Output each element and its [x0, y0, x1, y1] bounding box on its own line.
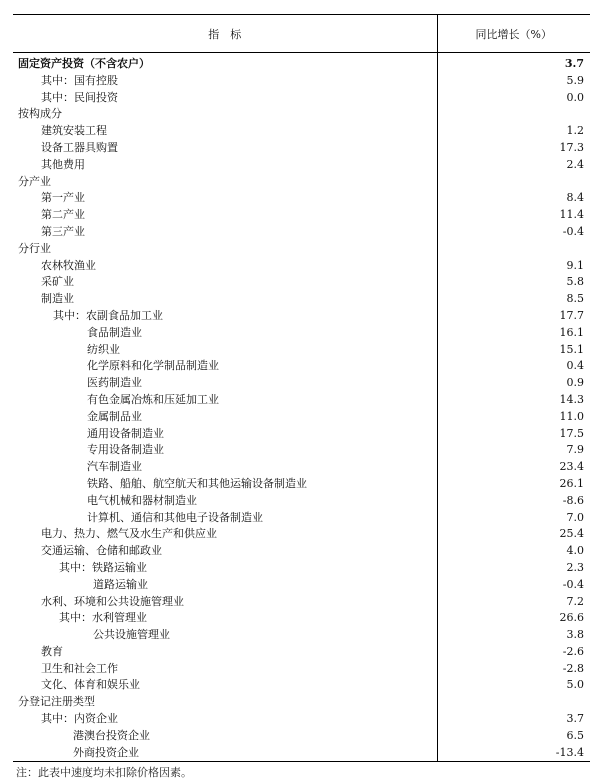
table-header-row: [13, 15, 590, 53]
row-value: 11.4: [437, 207, 590, 224]
statistics-table-container: [13, 14, 590, 762]
table-row: [13, 342, 590, 359]
table-row: [13, 644, 590, 661]
row-label: 建筑安装工程: [41, 124, 107, 138]
row-value: [437, 174, 590, 191]
row-label: 港澳台投资企业: [73, 728, 150, 742]
row-label: 食品制造业: [87, 325, 142, 339]
table-row: [13, 291, 590, 308]
row-label: 其他费用: [41, 157, 85, 171]
table-row: [13, 224, 590, 241]
row-label: 铁路、船舶、航空航天和其他运输设备制造业: [87, 476, 307, 490]
row-value: 7.0: [437, 510, 590, 527]
row-value: 25.4: [437, 526, 590, 543]
row-value: 23.4: [437, 459, 590, 476]
table-row: [13, 241, 590, 258]
row-value: 6.5: [437, 728, 590, 745]
row-value: 15.1: [437, 342, 590, 359]
row-label: 汽车制造业: [87, 460, 142, 474]
row-label: 医药制造业: [87, 376, 142, 390]
row-label: 纺织业: [87, 342, 120, 356]
row-value: [437, 106, 590, 123]
row-value: 5.0: [437, 677, 590, 694]
row-value: -13.4: [437, 745, 590, 762]
header-indicator: 指 标: [13, 15, 437, 53]
table-row: [13, 123, 590, 140]
table-note: 注：此表中速度均未扣除价格因素。: [16, 766, 192, 779]
table-row: [13, 526, 590, 543]
row-label: 其中：国有控股: [41, 73, 118, 87]
row-label: 固定资产投资（不含农户）: [18, 57, 150, 70]
row-value: -2.8: [437, 661, 590, 678]
table-row: [13, 174, 590, 191]
table-row: [13, 493, 590, 510]
row-value: -2.6: [437, 644, 590, 661]
row-label: 卫生和社会工作: [41, 661, 118, 675]
table-row: [13, 543, 590, 560]
row-label: 制造业: [41, 292, 74, 306]
row-value: [437, 694, 590, 711]
table-row: [13, 375, 590, 392]
table-row: [13, 661, 590, 678]
row-label: 第三产业: [41, 224, 85, 238]
table-row: [13, 476, 590, 493]
row-value: 7.9: [437, 442, 590, 459]
row-value: -0.4: [437, 224, 590, 241]
table-row: [13, 409, 590, 426]
row-value: 3.7: [437, 711, 590, 728]
table-row: [13, 426, 590, 443]
row-value: 5.8: [437, 274, 590, 291]
row-label: 第二产业: [41, 208, 85, 222]
table-row: [13, 358, 590, 375]
table-row: [13, 392, 590, 409]
row-label: 化学原料和化学制品制造业: [87, 359, 219, 373]
table-row: [13, 258, 590, 275]
row-value: 4.0: [437, 543, 590, 560]
table-row: [13, 728, 590, 745]
row-label: 其中：内资企业: [41, 712, 118, 726]
row-value: 14.3: [437, 392, 590, 409]
table-row: [13, 190, 590, 207]
row-label: 采矿业: [41, 275, 74, 289]
table-row: [13, 459, 590, 476]
table-row: [13, 711, 590, 728]
table-row: [13, 694, 590, 711]
table-row: [13, 577, 590, 594]
row-label: 公共设施管理业: [93, 628, 170, 642]
table-row: [13, 53, 590, 73]
row-value: 0.0: [437, 90, 590, 107]
table-row: [13, 73, 590, 90]
row-label: 分登记注册类型: [18, 695, 95, 709]
table-row: [13, 627, 590, 644]
row-value: 3.8: [437, 627, 590, 644]
row-value: 8.5: [437, 291, 590, 308]
row-value: [437, 241, 590, 258]
table-row: [13, 140, 590, 157]
table-row: [13, 677, 590, 694]
table-row: [13, 274, 590, 291]
row-value: -8.6: [437, 493, 590, 510]
table-row: [13, 442, 590, 459]
row-label: 通用设备制造业: [87, 426, 164, 440]
table-row: [13, 510, 590, 527]
row-value: 17.3: [437, 140, 590, 157]
row-value: 8.4: [437, 190, 590, 207]
row-label: 其中：水利管理业: [59, 611, 147, 625]
row-label: 按构成分: [18, 107, 62, 121]
table-row: [13, 106, 590, 123]
table-row: [13, 594, 590, 611]
row-label: 水利、环境和公共设施管理业: [41, 594, 184, 608]
growth-table: [13, 14, 590, 762]
row-label: 分产业: [18, 174, 51, 188]
row-value: 7.2: [437, 594, 590, 611]
row-label: 设备工器具购置: [41, 140, 118, 154]
table-row: [13, 90, 590, 107]
row-value: 26.1: [437, 476, 590, 493]
row-label: 其中：农副食品加工业: [53, 308, 163, 322]
row-label: 道路运输业: [93, 577, 148, 591]
row-value: 11.0: [437, 409, 590, 426]
row-label: 电气机械和器材制造业: [87, 493, 197, 507]
header-growth: 同比增长（%）: [437, 15, 590, 53]
row-value: 26.6: [437, 610, 590, 627]
table-row: [13, 560, 590, 577]
row-value: 1.2: [437, 123, 590, 140]
row-value: 16.1: [437, 325, 590, 342]
table-row: [13, 325, 590, 342]
row-label: 文化、体育和娱乐业: [41, 678, 140, 692]
row-label: 金属制品业: [87, 409, 142, 423]
row-value: 17.7: [437, 308, 590, 325]
row-label: 农林牧渔业: [41, 258, 96, 272]
row-value: 3.7: [437, 53, 590, 73]
row-label: 外商投资企业: [13, 745, 437, 762]
row-label: 分行业: [18, 241, 51, 255]
row-value: -0.4: [437, 577, 590, 594]
row-value: 17.5: [437, 426, 590, 443]
row-label: 第一产业: [41, 191, 85, 205]
row-label: 专用设备制造业: [87, 443, 164, 457]
row-value: 5.9: [437, 73, 590, 90]
table-row: [13, 157, 590, 174]
row-label: 计算机、通信和其他电子设备制造业: [87, 510, 263, 524]
table-row: [13, 207, 590, 224]
row-value: 9.1: [437, 258, 590, 275]
table-row: [13, 745, 590, 762]
row-value: 2.4: [437, 157, 590, 174]
row-label: 交通运输、仓储和邮政业: [41, 544, 162, 558]
row-label: 其中：铁路运输业: [59, 560, 147, 574]
row-value: 0.4: [437, 358, 590, 375]
table-body: [13, 53, 590, 762]
row-label: 其中：民间投资: [41, 90, 118, 104]
row-value: 2.3: [437, 560, 590, 577]
row-value: 0.9: [437, 375, 590, 392]
table-row: [13, 610, 590, 627]
row-label: 有色金属冶炼和压延加工业: [87, 392, 219, 406]
row-label: 教育: [41, 644, 63, 658]
table-row: [13, 308, 590, 325]
row-label: 电力、热力、燃气及水生产和供应业: [41, 527, 217, 541]
